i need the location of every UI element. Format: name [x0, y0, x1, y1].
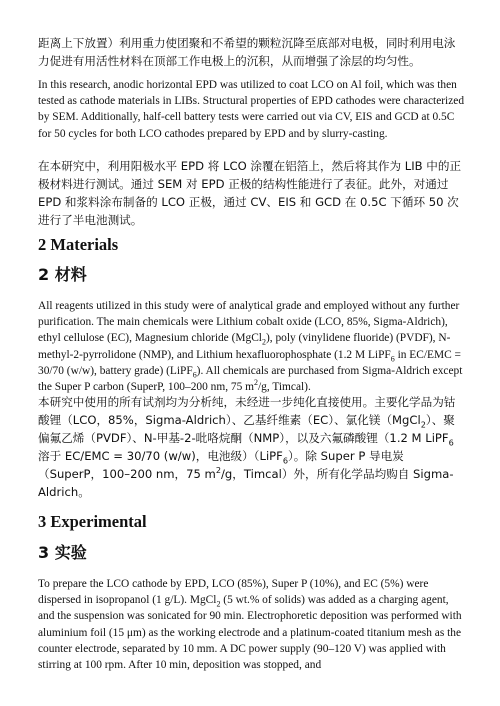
- intro-en-paragraph: In this research, anodic horizontal EPD was utilized to coat LCO on Al foil, which was then tested as cathode materials in LIBs. Structural properties of EPD cathodes were characterized by SEM. Additionally, half-cell battery tests were carried out via CV, EIS and GCD at 0.5C for 50 cycles for both LCO cathodes prepared by EPD and by slurry-casting.: [38, 79, 465, 140]
- materials-heading-en: 2 Materials: [38, 235, 119, 254]
- intro-zh-tail: 距离上下放置）利用重力使团聚和不希望的颗粒沉降至底部对电极，同时利用电泳力促进有用活性材料在顶部工作电极上的沉积，从而增强了涂层的均匀性。: [38, 36, 456, 68]
- experimental-heading-en: 3 Experimental: [38, 512, 147, 531]
- experimental-heading-zh: 3 实验: [38, 543, 87, 562]
- intro-zh-paragraph: 在本研究中，利用阳极水平 EPD 将 LCO 涂覆在铝箔上，然后将其作为 LIB 中的正极材料进行测试。通过 SEM 对 EPD 正极的结构性能进行了表征。此外，对通过 EPD 和浆料涂布制备的 LCO 正极，通过 CV、EIS 和 GCD 在 0.5C 下循环 50 次进行了半电池测试。: [38, 159, 462, 227]
- materials-heading-zh: 2 材料: [38, 265, 87, 284]
- materials-zh-paragraph: 本研究中使用的所有试剂均为分析纯，未经进一步纯化直接使用。主要化学品为钴酸锂（LCO，85%，Sigma-Aldrich）、乙基纤维素（EC）、氯化镁（MgCl$_2$）、聚偏氟乙烯（PVDF）、N-甲基-2-吡咯烷酮（NMP），以及六氟磷酸锂（1.2 M LiPF$_6$ 溶于 EC/EMC = 30/70 (w/w)，电池级）（LiPF$_6$）。除 Super P 导电炭（SuperP，100–200 nm，75 $m^2/g$，Timcal）外，所有化学品均购自 Sigma-Aldrich。: [38, 395, 456, 499]
- experimental-en-paragraph: To prepare the LCO cathode by EPD, LCO (85%), Super P (10%), and EC (5%) were dispersed in isopropanol (1 g/L). MgCl$_2$ (5 wt.% of solids) was added as a charging agent, and the suspension was sonicated for 90 min. Electrophoretic deposition was performed with aluminium foil (15 μm) as the working electrode and a platinum-coated titanium mesh as the counter electrode, separated by 10 mm. A DC power supply (90–120 V) was applied with stirring at 100 rpm. After 10 min, deposition was stopped, and: [38, 578, 462, 672]
- materials-en-paragraph: All reagents utilized in this study were of analytical grade and employed without any further purification. The main chemicals were Lithium cobalt oxide (LCO, 85%, Sigma-Aldrich), ethyl cellulose (EC), Magnesium chloride (MgCl$_2$), poly (vinylidene fluoride) (PVDF), N-methyl-2-pyrrolidone (NMP), and Lithium hexafluorophosphate (1.2 M LiPF$_6$ in EC/EMC = 30/70 (w/w), battery grade) (LiPF$_6$). All chemicals are purchased from Sigma-Aldrich except the Super P carbon (SuperP, 100–200 nm, 75 $m^2/g$, Timcal).: [38, 300, 463, 394]
